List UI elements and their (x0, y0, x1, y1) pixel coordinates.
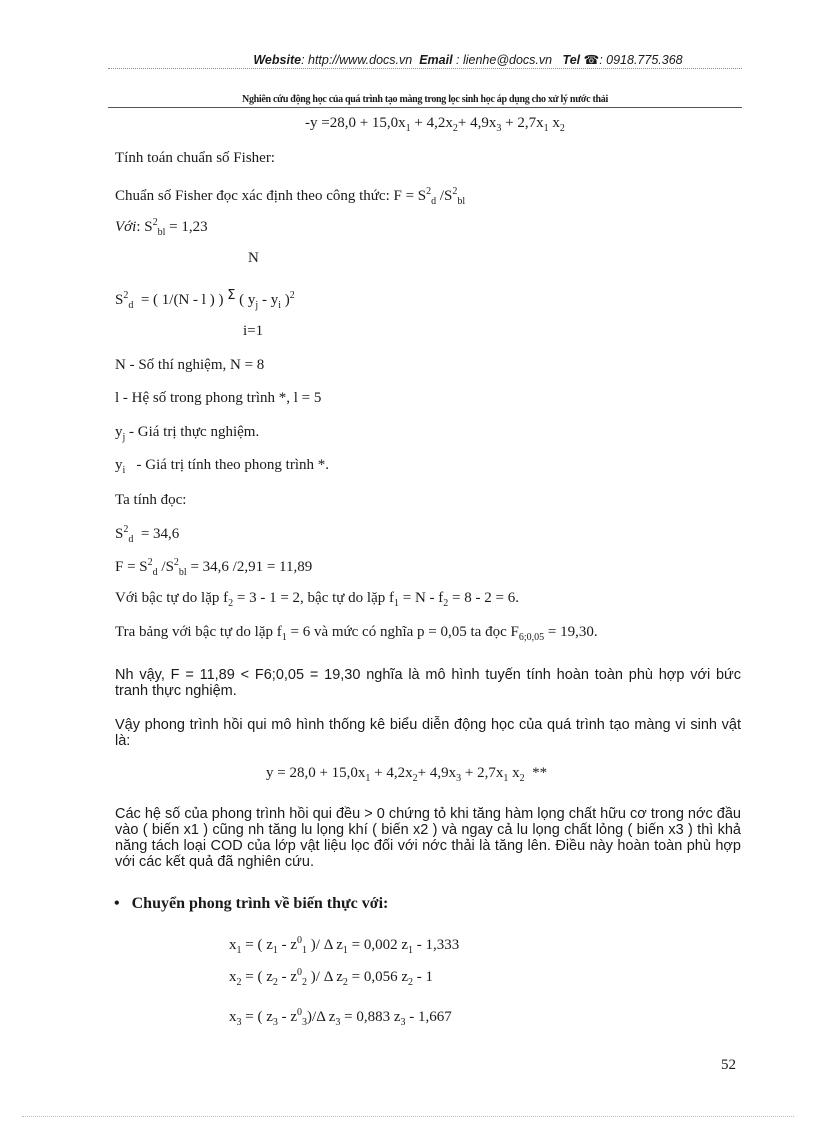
yj-definition: $y_j$ - Giá trị thực nghiệm. (115, 424, 260, 443)
equation-2: $y = 28,0 + 15,0x_1 + 4,2x_2+ 4,9x_3 + 2,7x_1$ $x_2$ ** (266, 765, 548, 784)
x2-conversion: $x_2$ = ( $z_2 - z^0_2$ )/ Δ $z_2 = 0,056$ $z_2 - 1$ (229, 967, 434, 988)
paragraph-conclusion: Nh vậy, F = 11,89 < F6;0,05 = 19,30 nghĩa là mô hình tuyến tính hoàn toàn phù hợp với bức tranh thực nghiệm. (115, 667, 741, 699)
sd-value: $S^2_d = 34,6$ (115, 524, 180, 545)
n-definition: N - Số thí nghiệm, N = 8 (115, 357, 265, 373)
f-calculation: $F = S^2_d$ $/S^2_{bl} = 34,6$ /2,91 = 11,89 (115, 557, 313, 578)
sum-lower-limit: i=1 (243, 323, 264, 339)
bullet-icon: • (114, 895, 120, 912)
sum-sign: Σ (227, 288, 236, 303)
document-subtitle: Nghiên cứu động học của quá trình tạo màng trong lọc sinh học áp dụng cho xử lý nước thải (242, 94, 608, 105)
l-definition: l - Hệ số trong phong trình *, l = 5 (115, 390, 322, 406)
equation-1: $-y =28,0 + 15,0x_1 + 4,2x_2+ 4,9x_3 + 2,7x_1$ $x_2$ (305, 115, 565, 134)
subtitle-underline (108, 107, 742, 108)
phone-icon: ☎ (583, 53, 600, 67)
page-number: 52 (721, 1057, 736, 1073)
page-header (0, 52, 816, 67)
x3-conversion: $x_3$ = ( $z_3 - z^0_3)/\Delta$ $z_3 = 0,883$ $z_3 - 1,667$ (229, 1007, 452, 1028)
footer-divider (22, 1116, 794, 1117)
website-value[interactable]: : http://www.docs.vn (301, 53, 413, 67)
sbl-value: Với: $S^2_{bl} = 1,23$ (115, 217, 208, 238)
email-label: Email (419, 53, 453, 67)
tel-label: Tel (562, 53, 581, 67)
sum-upper-limit: N (248, 250, 259, 266)
fisher-definition: Chuẩn số Fisher đọc xác định theo công thức: $F = S^2_d$ $/S^2_{bl}$ (115, 186, 466, 207)
bullet-heading (114, 895, 388, 913)
sd-formula: $S^2_d$ = ( 1/(N - l ) ) Σ ( $y_j - y_i$ )$^2$ (115, 288, 295, 311)
tel-value: : 0918.775.368 (599, 53, 683, 67)
ta-tinh: Ta tính đọc: (115, 492, 187, 508)
yi-definition: $y_i$ - Giá trị tính theo phong trình *. (115, 457, 330, 476)
paragraph-coefficients: Các hệ số của phong trình hồi qui đều > 0 chứng tỏ khi tăng hàm lọng chất hữu cơ trong nớc đầu vào ( biến x1 ) cũng nh tăng lu lọng khí ( biến x2 ) và ngay cả lu lọng chất lỏng ( biến x3 ) thì khả năng tách loại COD của lớp vật liệu lọc đối với nớc thải là tăng lên. Điều này hoàn toàn phù hợp với các kết quả đã nghiên cứu. (115, 806, 741, 870)
header-divider (108, 68, 742, 69)
paragraph-regression-model: Vậy phong trình hồi qui mô hình thống kê biểu diễn động học của quá trình tạo màng vi sinh vật là: (115, 717, 741, 749)
degrees-of-freedom: Với bậc tự do lặp $f_2 = 3 - 1 = 2$, bậc tự do lặp $f_1 = N - f_2 = 8 - 2 = 6$. (115, 590, 519, 609)
table-lookup: Tra bảng với bậc tự do lặp $f_1 = 6$ và mức có nghĩa p = 0,05 ta đọc $F_{6;0,05} = 19,30$. (115, 624, 598, 643)
fisher-title: Tính toán chuẩn số Fisher: (115, 150, 275, 166)
website-label: Website (253, 53, 302, 67)
email-value[interactable]: : lienhe@docs.vn (452, 53, 553, 67)
x1-conversion: $x_1$ = ( $z_1 - z^0_1$ )/ Δ $z_1 = 0,002$ $z_1 - 1,333$ (229, 935, 460, 956)
convert-heading: Chuyển phong trình về biến thực với: (131, 895, 389, 912)
